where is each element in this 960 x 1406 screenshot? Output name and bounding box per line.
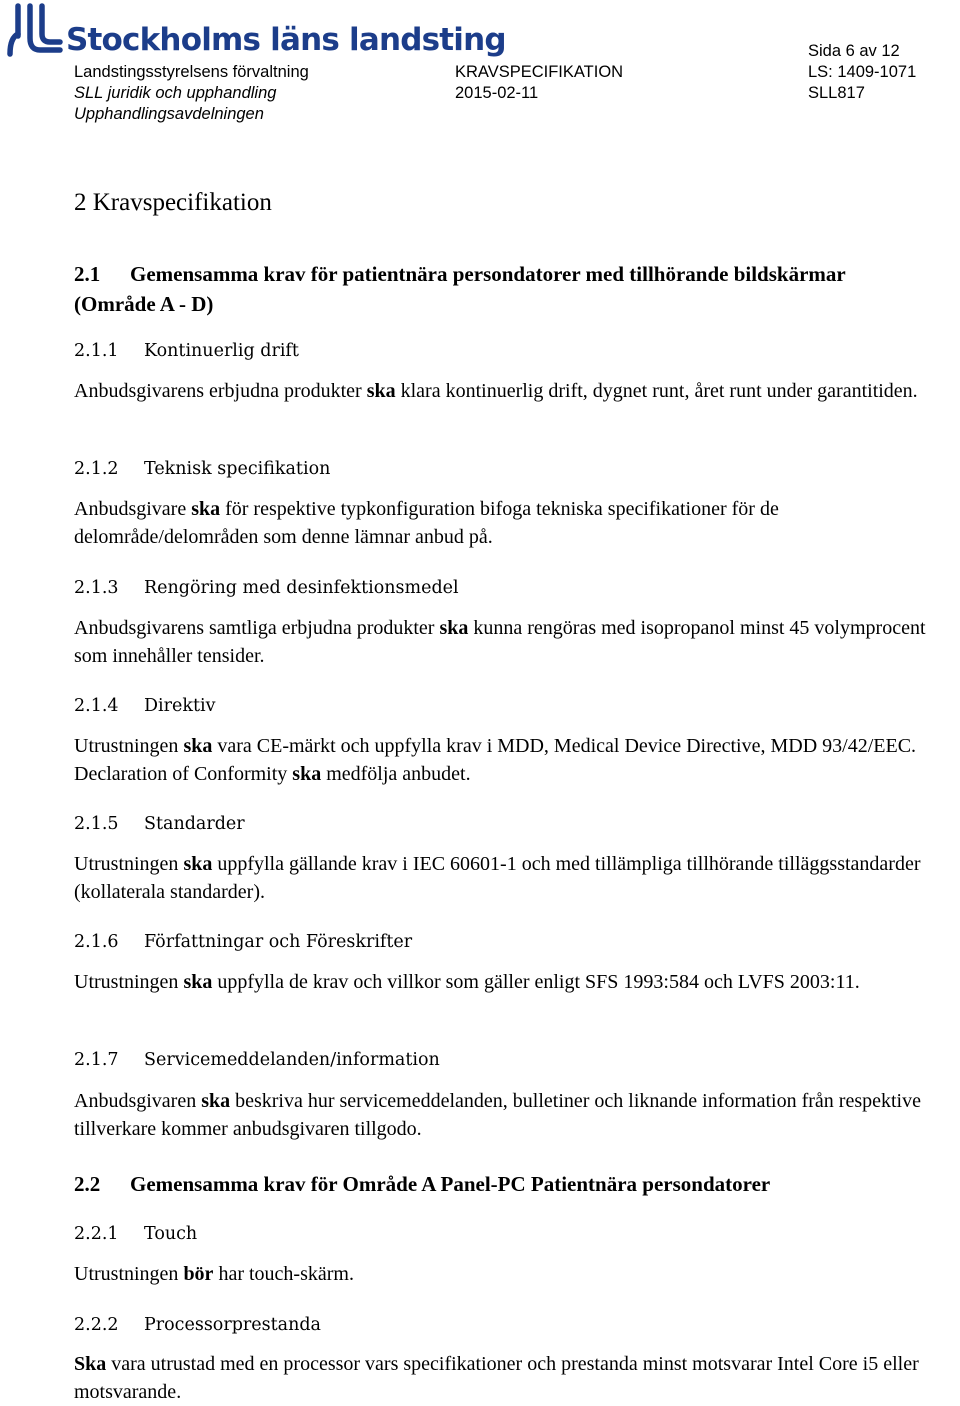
heading-2-1-1 bbox=[74, 341, 299, 361]
header-left bbox=[74, 62, 309, 125]
heading-title: Gemensamma krav för Område A Panel-PC Patientnära persondatorer bbox=[130, 1172, 771, 1196]
heading-title: Standarder bbox=[144, 814, 245, 834]
header-division: Upphandlingsavdelningen bbox=[74, 105, 264, 123]
keyword: ska bbox=[183, 971, 213, 993]
text: klara kontinuerlig drift, dygnet runt, året runt under garantitiden. bbox=[395, 380, 918, 402]
heading-number: 2.1.4 bbox=[74, 696, 119, 716]
header-mid bbox=[455, 62, 623, 104]
heading-number: 2.1 bbox=[74, 262, 101, 286]
heading-2-2-1 bbox=[74, 1224, 197, 1244]
text: Anbudsgivaren bbox=[74, 1090, 202, 1112]
paragraph-2-1-7 bbox=[74, 1087, 960, 1143]
text: uppfylla de krav och villkor som gäller enligt SFS 1993:584 och LVFS 2003:11. bbox=[212, 971, 860, 993]
paragraph-2-1-1 bbox=[74, 377, 960, 405]
header-dept: Landstingsstyrelsens förvaltning bbox=[74, 63, 309, 81]
paragraph-2-1-5 bbox=[74, 850, 960, 906]
heading-title: Teknisk specifikation bbox=[144, 459, 331, 479]
text: Anbudsgivare bbox=[74, 498, 192, 520]
text: kunna rengöras med isopropanol minst 45 volymprocent som innehåller tensider. bbox=[74, 617, 926, 667]
keyword: ska bbox=[439, 617, 469, 639]
text: beskriva hur servicemeddelanden, bulletiner och liknande information från respektive tillverkare kommer anbudsgivaren tillgodo. bbox=[74, 1090, 921, 1140]
keyword: Ska bbox=[74, 1353, 107, 1375]
text: för respektive typkonfiguration bifoga tekniska specifikationer för de delområde/delområden som denne lämnar anbud på. bbox=[74, 498, 779, 548]
heading-kravspecifikation: 2 Kravspecifikation bbox=[74, 189, 272, 216]
header-unit: SLL juridik och upphandling bbox=[74, 84, 277, 102]
heading-title: Touch bbox=[144, 1224, 198, 1244]
keyword: ska bbox=[183, 853, 213, 875]
text: Anbudsgivarens erbjudna produkter bbox=[74, 380, 367, 402]
heading-number: 2.2.1 bbox=[74, 1224, 119, 1244]
paragraph-2-2-1 bbox=[74, 1260, 960, 1288]
heading-number: 2.1.3 bbox=[74, 578, 119, 598]
heading-title-cont: (Område A - D) bbox=[74, 292, 214, 316]
text: Anbudsgivarens samtliga erbjudna produkter bbox=[74, 617, 440, 639]
heading-2-1-7 bbox=[74, 1050, 440, 1070]
heading-2-2-2 bbox=[74, 1315, 321, 1335]
heading-number: 2.1.5 bbox=[74, 814, 119, 834]
heading-number: 2.2 bbox=[74, 1172, 101, 1196]
header-right bbox=[808, 41, 916, 104]
heading-number: 2.1.7 bbox=[74, 1050, 119, 1070]
heading-2-1 bbox=[74, 259, 846, 319]
keyword: ska bbox=[201, 1090, 231, 1112]
heading-2-1-3 bbox=[74, 578, 459, 598]
heading-title: Kontinuerlig drift bbox=[144, 341, 299, 361]
text: uppfylla gällande krav i IEC 60601-1 och med tillämpliga tillhörande tilläggsstandarder (kollaterala standarder). bbox=[74, 853, 921, 903]
heading-title: Processorprestanda bbox=[144, 1315, 321, 1335]
header-code: SLL817 bbox=[808, 84, 865, 102]
org-logo bbox=[4, 2, 506, 62]
text: Utrustningen bbox=[74, 853, 184, 875]
heading-2-1-6 bbox=[74, 932, 412, 952]
heading-title: Rengöring med desinfektionsmedel bbox=[144, 578, 459, 598]
text: medfölja anbudet. bbox=[321, 763, 471, 785]
heading-number: 2.2.2 bbox=[74, 1315, 119, 1335]
header-ref: LS: 1409-1071 bbox=[808, 63, 917, 81]
header-page: Sida 6 av 12 bbox=[808, 42, 900, 60]
text: Utrustningen bbox=[74, 735, 184, 757]
keyword: ska bbox=[183, 735, 213, 757]
paragraph-2-1-3 bbox=[74, 614, 960, 670]
heading-2-1-4 bbox=[74, 696, 215, 716]
paragraph-2-1-2 bbox=[74, 495, 960, 551]
text: har touch-skärm. bbox=[213, 1263, 354, 1285]
heading-2-2 bbox=[74, 1169, 770, 1199]
heading-title: Gemensamma krav för patientnära persondatorer med tillhörande bildskärmar bbox=[130, 262, 846, 286]
heading-number: 2.1.2 bbox=[74, 459, 119, 479]
heading-title: Författningar och Föreskrifter bbox=[144, 932, 413, 952]
paragraph-2-1-4 bbox=[74, 732, 960, 788]
keyword: ska bbox=[191, 498, 221, 520]
header-doc-type: KRAVSPECIFIKATION bbox=[455, 63, 624, 81]
header-date: 2015-02-11 bbox=[455, 84, 539, 102]
sll-logo-icon bbox=[4, 2, 64, 60]
keyword: ska bbox=[292, 763, 322, 785]
heading-2-1-5 bbox=[74, 814, 245, 834]
text: vara utrustad med en processor vars specifikationer och prestanda minst motsvarar Intel Core i5 eller motsvarande. bbox=[74, 1353, 919, 1403]
text: Utrustningen bbox=[74, 971, 184, 993]
heading-title: Servicemeddelanden/information bbox=[144, 1050, 440, 1070]
keyword: ska bbox=[366, 380, 396, 402]
keyword: bör bbox=[183, 1263, 214, 1285]
heading-number: 2.1.1 bbox=[74, 341, 119, 361]
paragraph-2-2-2 bbox=[74, 1350, 960, 1406]
heading-title: Direktiv bbox=[144, 696, 216, 716]
text: Utrustningen bbox=[74, 1263, 184, 1285]
heading-2-1-2 bbox=[74, 459, 330, 479]
text: vara CE-märkt och uppfylla krav i MDD, Medical Device Directive, MDD 93/42/EEC. Declaration of Conformity bbox=[74, 735, 917, 785]
paragraph-2-1-6 bbox=[74, 968, 960, 996]
org-name: Stockholms läns landsting bbox=[66, 22, 506, 58]
heading-number: 2.1.6 bbox=[74, 932, 119, 952]
